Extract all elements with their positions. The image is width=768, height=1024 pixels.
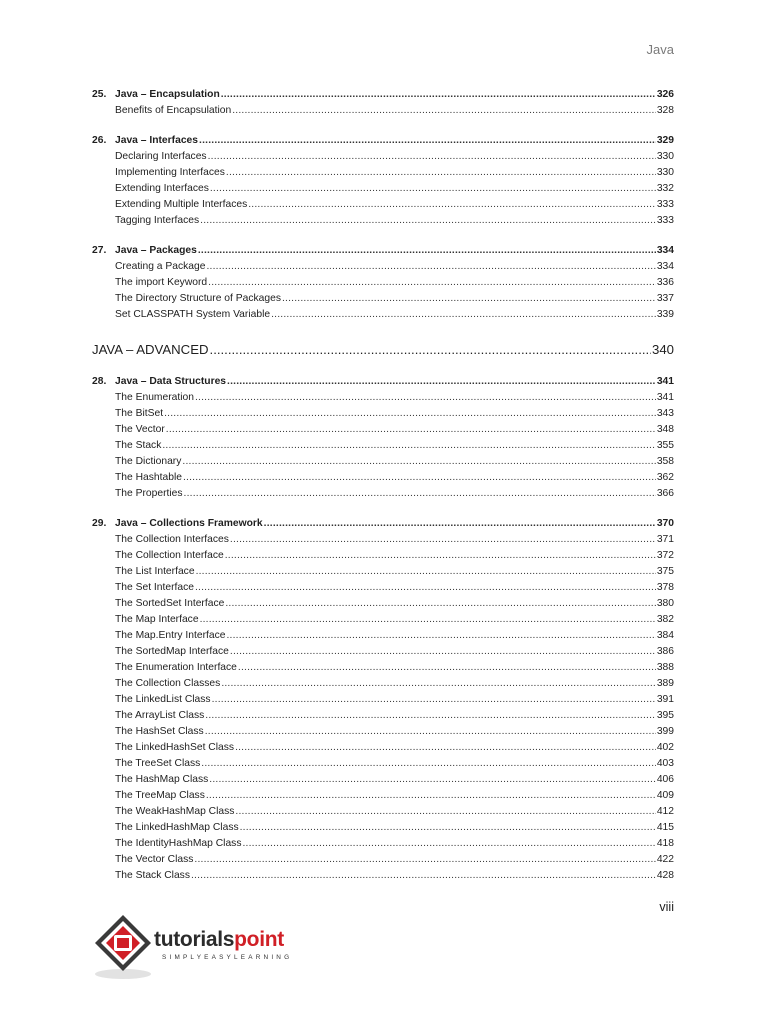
entry-page: 341 (656, 392, 674, 403)
entry-page: 386 (656, 646, 674, 657)
dot-leader (235, 804, 655, 820)
page-number: 334 (656, 245, 674, 256)
dot-leader (195, 390, 656, 406)
entry-page: 333 (656, 199, 674, 210)
entry-page: 395 (656, 710, 674, 721)
entry-page: 339 (656, 309, 674, 320)
entry-page: 399 (656, 726, 674, 737)
page-number: 329 (656, 135, 674, 146)
entry-page: 388 (656, 662, 674, 673)
entry-label: The Collection Interfaces (115, 534, 229, 545)
entry-page: 428 (656, 870, 674, 881)
entry-page: 330 (656, 151, 674, 162)
table-of-contents (92, 87, 674, 884)
entry-page: 409 (656, 790, 674, 801)
entry-label: The SortedMap Interface (115, 646, 229, 657)
entry-page: 422 (656, 854, 674, 865)
entry-page: 391 (656, 694, 674, 705)
toc-entry[interactable] (92, 596, 674, 612)
toc-entry[interactable] (92, 390, 674, 406)
toc-entry[interactable] (92, 422, 674, 438)
entry-page: 366 (656, 488, 674, 499)
tutorialspoint-logo (92, 912, 337, 982)
toc-entry[interactable] (92, 470, 674, 486)
toc-chapter-28[interactable] (92, 374, 674, 390)
chapter-title: Java – Data Structures (115, 376, 227, 387)
logo-diamond-icon (92, 912, 154, 980)
entry-label: The Map Interface (115, 614, 199, 625)
dot-leader (230, 532, 656, 548)
footer-page-number: viii (659, 900, 674, 914)
toc-entry[interactable] (92, 213, 674, 229)
entry-label: Extending Interfaces (115, 183, 209, 194)
dot-leader (235, 740, 656, 756)
entry-page: 372 (656, 550, 674, 561)
part-page: 340 (651, 342, 674, 357)
entry-label: The Enumeration (115, 392, 194, 403)
entry-label: The BitSet (115, 408, 164, 419)
toc-entry[interactable] (92, 868, 674, 884)
toc-entry[interactable] (92, 103, 674, 119)
entry-label: The Set Interface (115, 582, 194, 593)
toc-entry[interactable] (92, 740, 674, 756)
entry-label: The Vector (115, 424, 165, 435)
dot-leader (206, 788, 656, 804)
entry-page: 362 (656, 472, 674, 483)
toc-entry[interactable] (92, 756, 674, 772)
toc-entry[interactable] (92, 532, 674, 548)
toc-entry[interactable] (92, 820, 674, 836)
toc-entry[interactable] (92, 259, 674, 275)
dot-leader (240, 820, 656, 836)
dot-leader (164, 406, 656, 422)
entry-label: Set CLASSPATH System Variable (115, 309, 271, 320)
dot-leader (196, 564, 656, 580)
dot-leader (209, 772, 656, 788)
entry-label: Implementing Interfaces (115, 167, 225, 178)
entry-page: 389 (656, 678, 674, 689)
entry-label: The LinkedList Class (115, 694, 211, 705)
toc-entry[interactable] (92, 628, 674, 644)
entry-label: The HashSet Class (115, 726, 204, 737)
toc-entry[interactable] (92, 197, 674, 213)
chapter-title: Java – Interfaces (115, 135, 199, 146)
entry-page: 336 (656, 277, 674, 288)
entry-label: The Stack (115, 440, 162, 451)
entry-page: 380 (656, 598, 674, 609)
entry-label: Creating a Package (115, 261, 206, 272)
toc-entry[interactable] (92, 692, 674, 708)
entry-label: Benefits of Encapsulation (115, 105, 232, 116)
dot-leader (191, 868, 656, 884)
toc-entry[interactable] (92, 612, 674, 628)
toc-part-heading[interactable] (92, 340, 674, 360)
dot-leader (183, 470, 656, 486)
entry-page: 337 (656, 293, 674, 304)
chapter-number: 27. (92, 245, 107, 256)
entry-label: The ArrayList Class (115, 710, 205, 721)
entry-label: The Stack Class (115, 870, 190, 881)
toc-entry[interactable] (92, 486, 674, 502)
dot-leader (248, 197, 656, 213)
dot-leader (264, 516, 656, 532)
dot-leader (221, 676, 656, 692)
entry-label: The Dictionary (115, 456, 182, 467)
toc-entry[interactable] (92, 804, 674, 820)
toc-entry[interactable] (92, 644, 674, 660)
dot-leader (200, 213, 656, 229)
dot-leader (225, 596, 655, 612)
part-title: JAVA – ADVANCED (92, 342, 209, 357)
entry-page: 418 (656, 838, 674, 849)
toc-entry[interactable] (92, 788, 674, 804)
toc-entry[interactable] (92, 580, 674, 596)
dot-leader (199, 133, 656, 149)
toc-entry[interactable] (92, 548, 674, 564)
dot-leader (212, 692, 656, 708)
dot-leader (226, 165, 656, 181)
entry-label: The import Keyword (115, 277, 208, 288)
chapter-number: 25. (92, 89, 107, 100)
toc-entry[interactable] (92, 676, 674, 692)
dot-leader (194, 852, 655, 868)
toc-entry[interactable] (92, 438, 674, 454)
toc-entry[interactable] (92, 181, 674, 197)
entry-page: 375 (656, 566, 674, 577)
entry-label: The Properties (115, 488, 183, 499)
entry-label: The TreeMap Class (115, 790, 205, 801)
dot-leader (221, 87, 656, 103)
chapter-title: Java – Encapsulation (115, 89, 220, 100)
entry-page: 403 (656, 758, 674, 769)
dot-leader (184, 486, 656, 502)
entry-page: 384 (656, 630, 674, 641)
entry-label: The Hashtable (115, 472, 182, 483)
dot-leader (227, 374, 656, 390)
dot-leader (182, 454, 655, 470)
entry-page: 402 (656, 742, 674, 753)
dot-leader (162, 438, 655, 454)
logo-tagline: SIMPLYEASYLEARNING (162, 954, 293, 961)
entry-page: 333 (656, 215, 674, 226)
entry-label: Extending Multiple Interfaces (115, 199, 248, 210)
running-header: Java (646, 42, 674, 57)
dot-leader (206, 259, 655, 275)
dot-leader (210, 181, 656, 197)
dot-leader (210, 340, 651, 360)
entry-page: 328 (656, 105, 674, 116)
dot-leader (208, 275, 656, 291)
entry-page: 371 (656, 534, 674, 545)
chapter-number: 29. (92, 518, 107, 529)
entry-label: The TreeSet Class (115, 758, 201, 769)
chapter-number: 28. (92, 376, 107, 387)
toc-entry[interactable] (92, 291, 674, 307)
toc-chapter-25[interactable] (92, 87, 674, 103)
toc-chapter-27[interactable] (92, 243, 674, 259)
dot-leader (200, 612, 656, 628)
chapter-title: Java – Packages (115, 245, 197, 256)
dot-leader (208, 149, 656, 165)
toc-entry[interactable] (92, 724, 674, 740)
dot-leader (205, 724, 656, 740)
entry-label: The SortedSet Interface (115, 598, 225, 609)
toc-entry[interactable] (92, 564, 674, 580)
entry-page: 382 (656, 614, 674, 625)
dot-leader (232, 103, 656, 119)
entry-label: The List Interface (115, 566, 195, 577)
dot-leader (238, 660, 656, 676)
dot-leader (226, 628, 655, 644)
entry-label: The Vector Class (115, 854, 194, 865)
entry-label: The LinkedHashSet Class (115, 742, 235, 753)
toc-entry[interactable] (92, 836, 674, 852)
entry-page: 415 (656, 822, 674, 833)
toc-entry[interactable] (92, 149, 674, 165)
logo-wordmark-b: point (234, 928, 284, 951)
entry-page: 406 (656, 774, 674, 785)
entry-page: 334 (656, 261, 674, 272)
toc-chapter-29[interactable] (92, 516, 674, 532)
entry-page: 343 (656, 408, 674, 419)
toc-entry[interactable] (92, 307, 674, 323)
toc-entry[interactable] (92, 406, 674, 422)
chapter-title: Java – Collections Framework (115, 518, 263, 529)
entry-label: The Collection Interface (115, 550, 224, 561)
dot-leader (205, 708, 656, 724)
entry-label: The WeakHashMap Class (115, 806, 235, 817)
entry-label: The HashMap Class (115, 774, 209, 785)
toc-entry[interactable] (92, 852, 674, 868)
dot-leader (198, 243, 656, 259)
entry-page: 355 (656, 440, 674, 451)
entry-page: 348 (656, 424, 674, 435)
dot-leader (271, 307, 656, 323)
chapter-number: 26. (92, 135, 107, 146)
toc-entry[interactable] (92, 772, 674, 788)
dot-leader (282, 291, 656, 307)
entry-page: 378 (656, 582, 674, 593)
entry-label: The LinkedHashMap Class (115, 822, 239, 833)
dot-leader (225, 548, 656, 564)
page-number: 341 (656, 376, 674, 387)
entry-page: 332 (656, 183, 674, 194)
toc-entry[interactable] (92, 708, 674, 724)
entry-label: The Enumeration Interface (115, 662, 237, 673)
entry-page: 412 (656, 806, 674, 817)
entry-label: The Directory Structure of Packages (115, 293, 281, 304)
entry-page: 330 (656, 167, 674, 178)
toc-entry[interactable] (92, 454, 674, 470)
entry-label: Tagging Interfaces (115, 215, 200, 226)
toc-entry[interactable] (92, 660, 674, 676)
toc-entry[interactable] (92, 165, 674, 181)
entry-label: The Collection Classes (115, 678, 221, 689)
entry-page: 358 (656, 456, 674, 467)
toc-entry[interactable] (92, 275, 674, 291)
dot-leader (195, 580, 656, 596)
dot-leader (230, 644, 656, 660)
entry-label: Declaring Interfaces (115, 151, 207, 162)
dot-leader (201, 756, 656, 772)
dot-leader (166, 422, 656, 438)
page-number: 370 (656, 518, 674, 529)
page-number: 326 (656, 89, 674, 100)
entry-label: The Map.Entry Interface (115, 630, 226, 641)
toc-chapter-26[interactable] (92, 133, 674, 149)
dot-leader (242, 836, 655, 852)
entry-label: The IdentityHashMap Class (115, 838, 242, 849)
logo-wordmark (154, 928, 284, 952)
logo-wordmark-a: tutorials (154, 928, 235, 951)
